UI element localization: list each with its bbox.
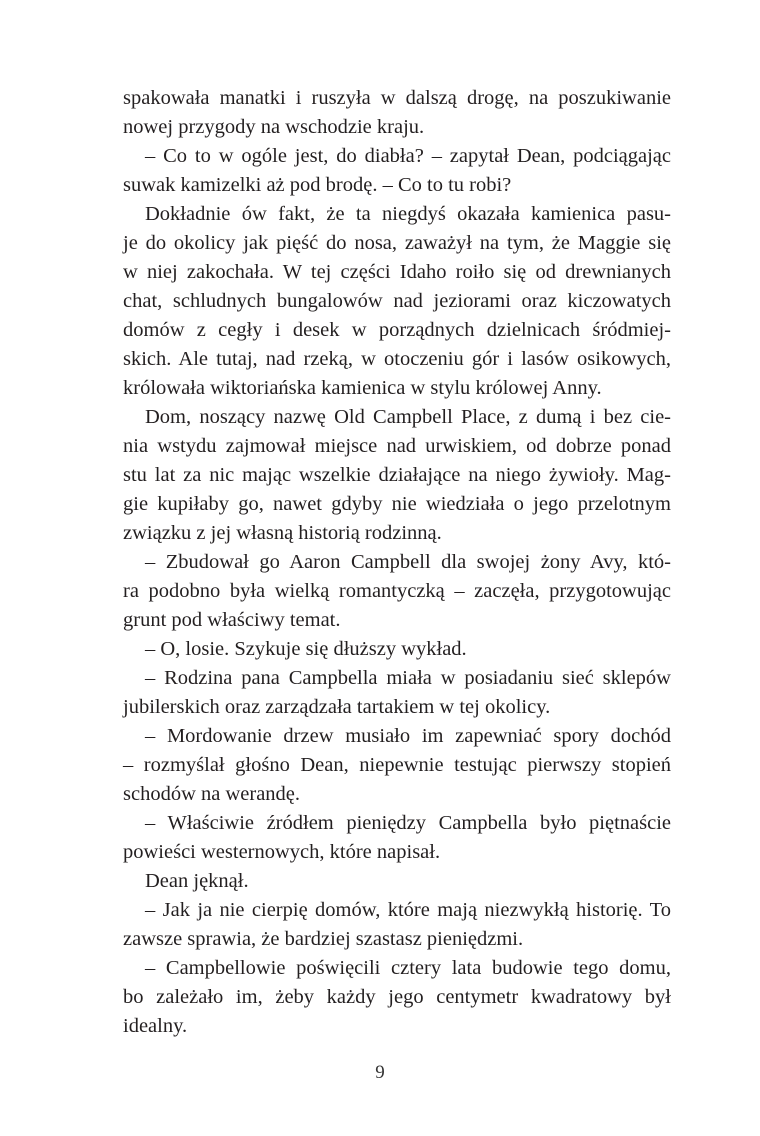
text-line: nia wstydu zajmował miejsce nad urwiskiem, od dobrze ponad bbox=[123, 435, 671, 457]
text-line: Dean jęknął. bbox=[145, 870, 249, 892]
text-line: spakowała manatki i ruszyła w dalszą drogę, na poszukiwanie bbox=[123, 87, 671, 109]
text-line: bo zależało im, żeby każdy jego centymetr kwadratowy był bbox=[123, 986, 671, 1008]
text-line: – Co to w ogóle jest, do diabła? – zapytał Dean, podciągając bbox=[145, 145, 671, 167]
text-line: Dom, noszący nazwę Old Campbell Place, z dumą i bez cie- bbox=[145, 406, 671, 428]
text-line: w niej zakochała. W tej części Idaho roiło się od drewnianych bbox=[123, 261, 671, 283]
text-line: domów z cegły i desek w porządnych dzielnicach śródmiej- bbox=[123, 319, 671, 341]
text-line: chat, schludnych bungalowów nad jeziorami oraz kiczowatych bbox=[123, 290, 671, 312]
text-line: grunt pod właściwy temat. bbox=[123, 609, 341, 631]
text-line: powieści westernowych, które napisał. bbox=[123, 841, 441, 863]
body-text bbox=[123, 84, 671, 1041]
text-line: królowała wiktoriańska kamienica w stylu królowej Anny. bbox=[123, 377, 602, 399]
page-number: 9 bbox=[375, 1062, 385, 1083]
text-line: skich. Ale tutaj, nad rzeką, w otoczeniu gór i lasów osikowych, bbox=[123, 348, 671, 370]
text-line: – Jak ja nie cierpię domów, które mają niezwykłą historię. To bbox=[145, 899, 671, 921]
text-line: – Właściwie źródłem pieniędzy Campbella było piętnaście bbox=[145, 812, 671, 834]
text-line: zawsze sprawia, że bardziej szastasz pieniędzmi. bbox=[123, 928, 524, 950]
text-line: stu lat za nic mając wszelkie działające na niego żywioły. Mag- bbox=[123, 464, 671, 486]
text-line: – O, losie. Szykuje się dłuższy wykład. bbox=[145, 638, 467, 660]
text-line: – Campbellowie poświęcili cztery lata budowie tego domu, bbox=[145, 957, 671, 979]
text-line: idealny. bbox=[123, 1015, 188, 1037]
text-line: ra podobno była wielką romantyczką – zaczęła, przygotowując bbox=[123, 580, 671, 602]
text-line: je do okolicy jak pięść do nosa, zaważył na tym, że Maggie się bbox=[123, 232, 671, 254]
text-line: – Rodzina pana Campbella miała w posiadaniu sieć sklepów bbox=[145, 667, 671, 689]
text-line: suwak kamizelki aż pod brodę. – Co to tu robi? bbox=[123, 174, 512, 196]
text-line: jubilerskich oraz zarządzała tartakiem w tej okolicy. bbox=[123, 696, 551, 718]
text-line: nowej przygody na wschodzie kraju. bbox=[123, 116, 425, 138]
text-line: – rozmyślał głośno Dean, niepewnie testując pierwszy stopień bbox=[123, 754, 671, 776]
text-line: schodów na werandę. bbox=[123, 783, 301, 805]
text-line: gie kupiłaby go, nawet gdyby nie wiedziała o jego przelotnym bbox=[123, 493, 671, 515]
text-line: – Zbudował go Aaron Campbell dla swojej żony Avy, któ- bbox=[145, 551, 671, 573]
text-line: Dokładnie ów fakt, że ta niegdyś okazała kamienica pasu- bbox=[145, 203, 671, 225]
text-line: związku z jej własną historią rodzinną. bbox=[123, 522, 442, 544]
text-line: – Mordowanie drzew musiało im zapewniać spory dochód bbox=[145, 725, 671, 747]
